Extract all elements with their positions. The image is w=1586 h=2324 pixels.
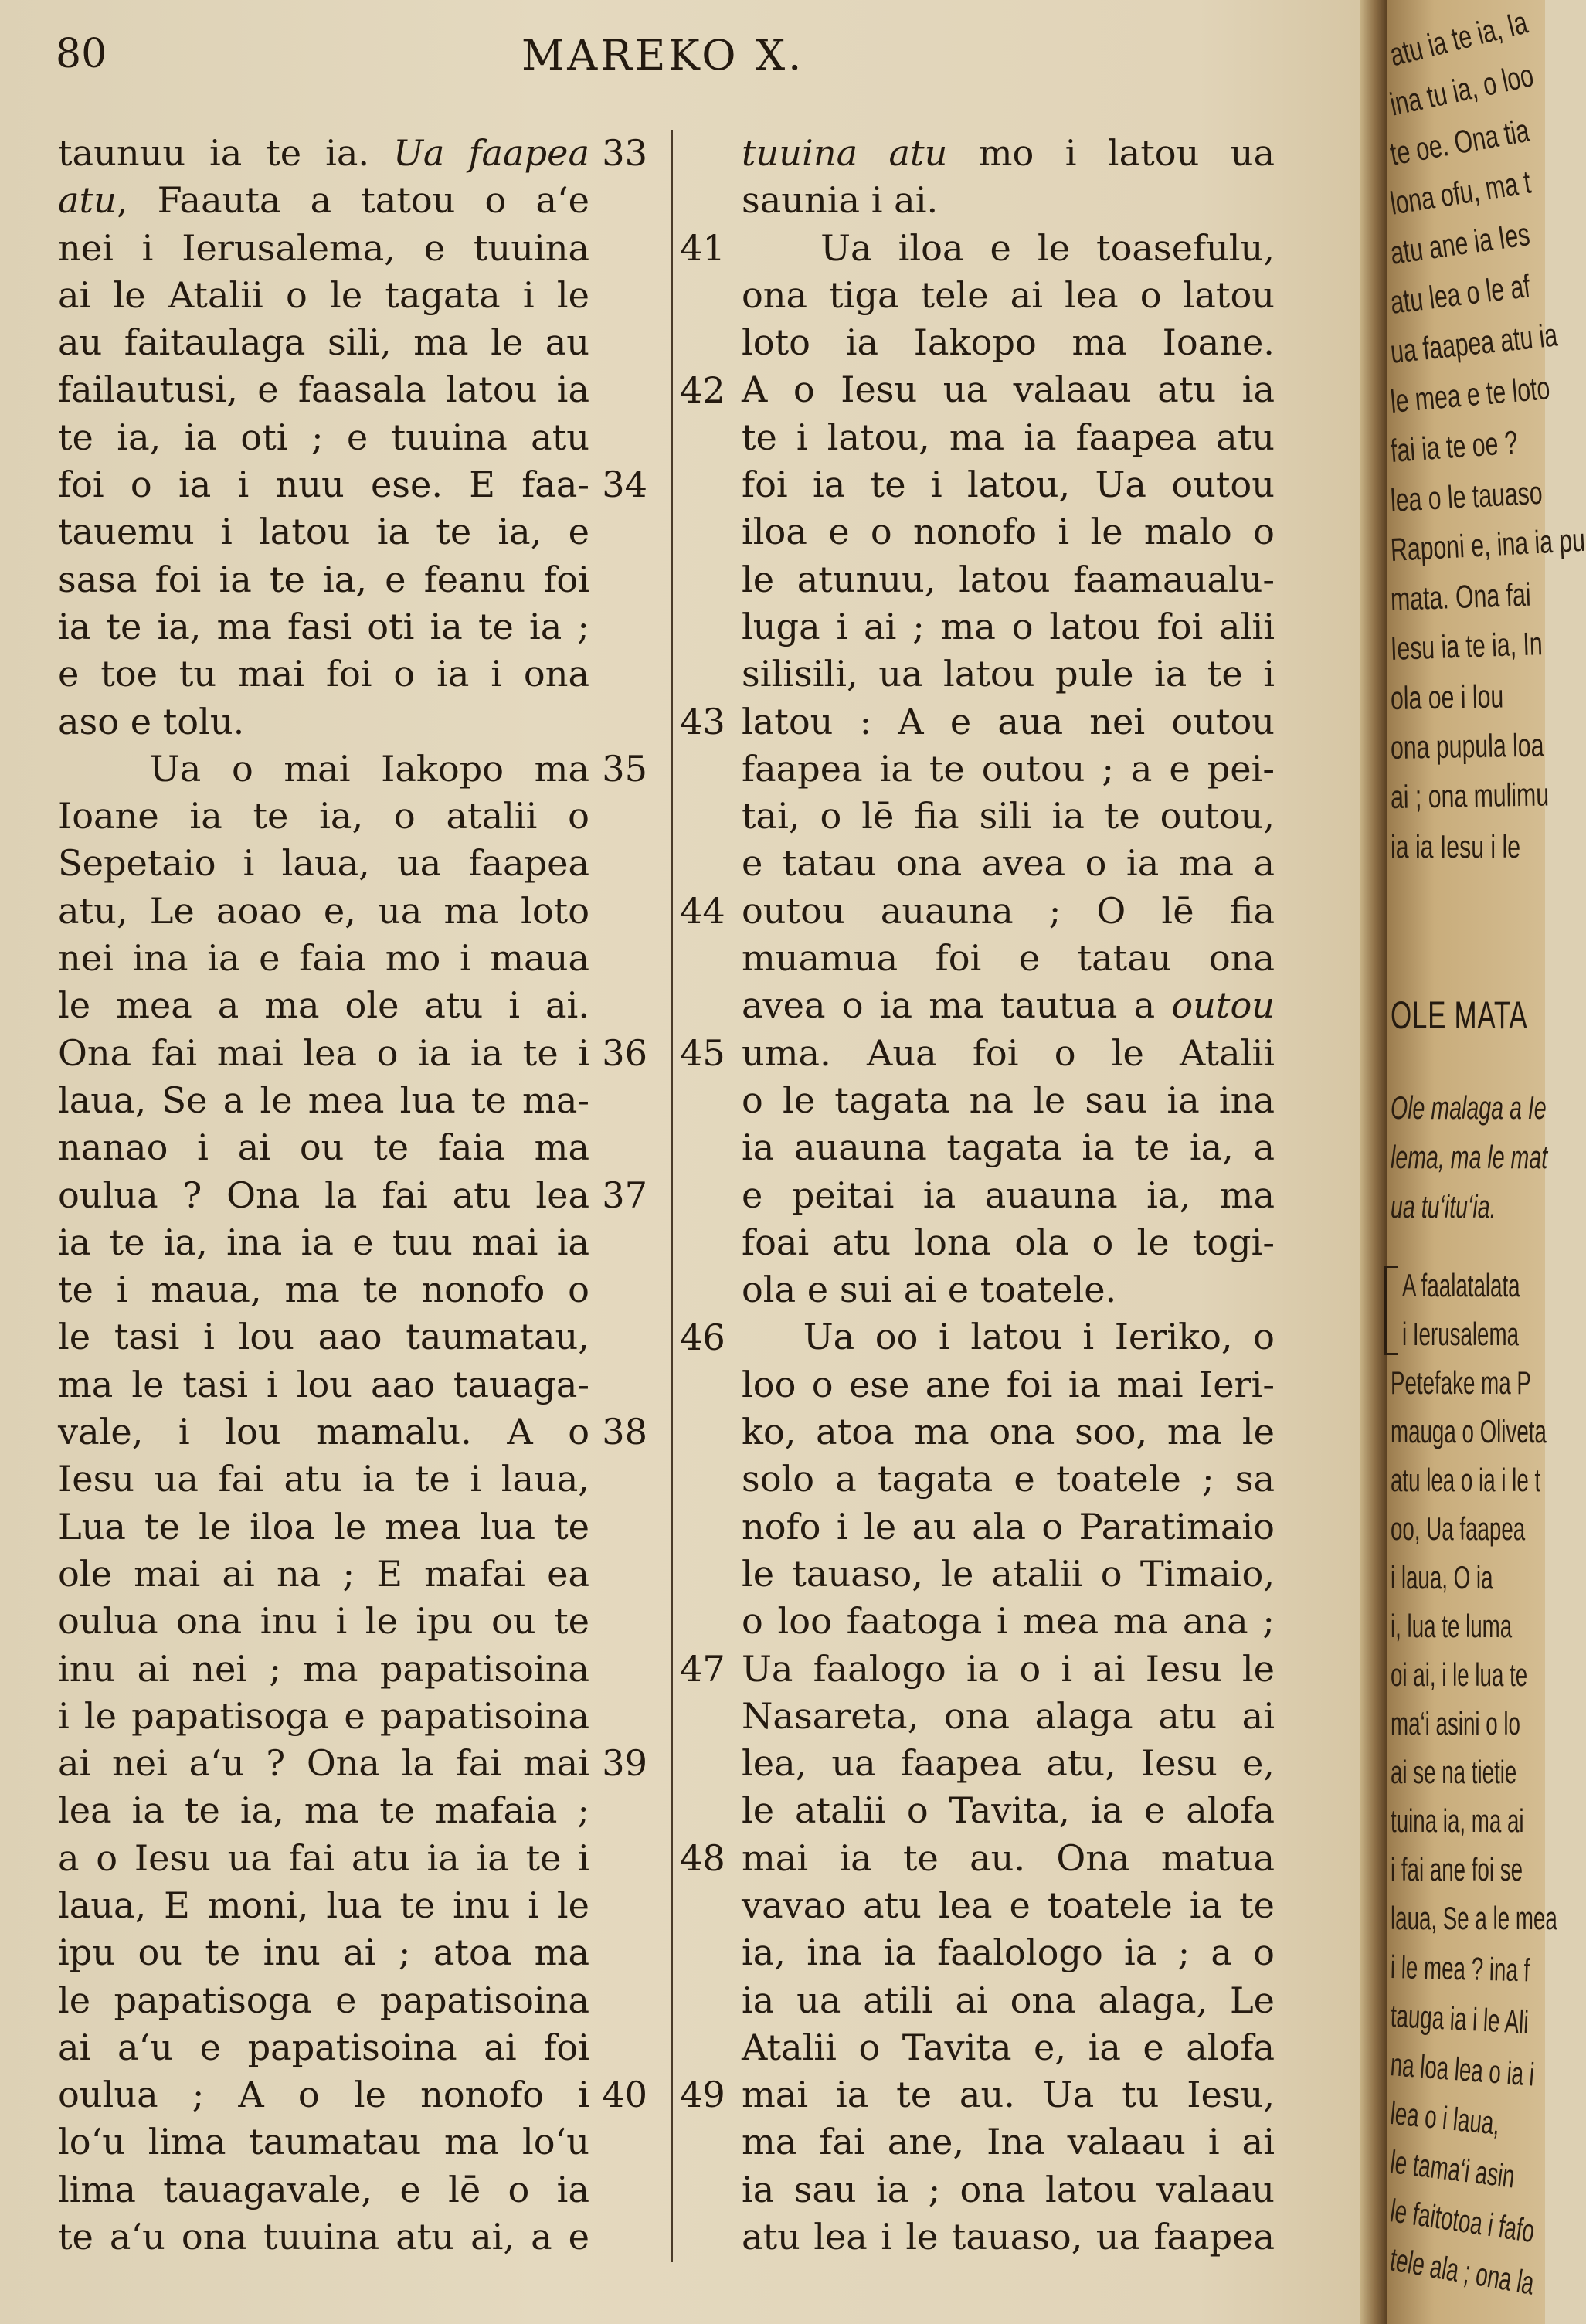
text-line: ai le Atalii o le tagata i le [58,274,589,316]
text-line: foai atu lona ola o le togi- [742,1221,1275,1263]
text-line: ipu ou te inu ai ; atoa ma [58,1932,589,1974]
facing-page-line: atu ia te ia, Ia [1386,3,1531,73]
verse-number: 45 [680,1031,725,1074]
verse-number: 37 [602,1174,647,1216]
text-line: A o Iesu ua valaau atu ia [742,369,1275,411]
verse-number: 43 [680,700,725,742]
text-line: aso e tolu. [58,700,245,742]
text-line: taunuu ia te ia. Ua faapea [58,132,589,174]
text-line: loto ia Iakopo ma Ioane. [742,321,1275,364]
page-title: MAREKO X. [521,31,805,80]
facing-page-line: atu lea o ia i le t [1391,1462,1541,1498]
text-line: ia auauna tagata ia te ia, a [742,1126,1275,1169]
verse-number: 44 [680,889,725,932]
text-line: foi o ia i nuu ese. E faa- [58,464,589,506]
text-line: solo a tagata e toatele ; sa [742,1458,1275,1500]
facing-page-line: ai ; ona mulimu [1390,776,1550,815]
text-line: ai a‘u e papatisoina ai foi [58,2026,589,2068]
drop-cap-bracket [1384,1266,1398,1355]
facing-page-line: Raponi e, ina ia pu [1389,521,1586,568]
text-line: le atunuu, latou faamaualu- [742,558,1275,600]
verse-number: 41 [680,226,725,269]
text-line: Atalii o Tavita e, ia e alofa [742,2026,1275,2068]
text-line: tai, o lē fia sili ia te outou, [742,795,1275,838]
text-line: e tatau ona avea o ia ma a [742,842,1275,885]
text-line: le atalii o Tavita, ia e alofa [742,1789,1275,1832]
text-line: Ona fai mai lea o ia ia te i [58,1031,589,1074]
facing-page-line: le faitotoa i fafo [1387,2192,1537,2250]
text-line: ma le tasi i lou aao tauaga- [58,1363,589,1405]
text-line: a o Iesu ua fai atu ia ia te i [58,1836,589,1879]
text-line: ia te ia, ma fasi oti ia te ia ; [58,605,589,647]
text-line: tuuina atu mo i latou ua [742,132,1275,174]
text-line: oulua ona inu i le ipu ou te [58,1600,589,1643]
text-line: Iesu ua fai atu ia te i laua, [58,1458,589,1500]
text-line: e toe tu mai foi o ia i ona [58,653,589,695]
text-line: le papatisoga e papatisoina [58,1979,589,2021]
facing-page-line: tuina ia, ma ai [1391,1802,1524,1839]
text-line: vale, i lou mamalu. A o [58,1411,589,1453]
text-line: te ia, ia oti ; e tuuina atu [58,416,589,458]
text-line: iloa e o nonofo i le malo o [742,511,1275,553]
text-line: laua, E moni, lua te inu i le [58,1884,589,1926]
facing-summary-line: ua tu‘itu‘ia. [1391,1188,1496,1225]
text-line: silisili, ua latou pule ia te i [742,653,1275,695]
facing-page-line: ona pupula loa [1390,726,1544,766]
text-line: vavao atu lea e toatele ia te [742,1884,1275,1926]
verse-number: 48 [680,1836,725,1879]
verse-number: 34 [602,464,647,506]
text-line: atu, Le aoao e, ua ma loto [58,889,589,932]
verse-number: 40 [602,2074,647,2116]
facing-page-line: Petefake ma P [1391,1364,1531,1401]
facing-page-line: le mea e te loto [1388,369,1551,420]
facing-page-line: lona ofu, ma t [1387,163,1533,222]
text-line: au faitaulaga sili, ma le au [58,321,589,364]
verse-number: 35 [602,747,647,790]
text-line: nanao i ai ou te faia ma [58,1126,589,1169]
verse-number: 46 [680,1316,725,1358]
text-line: Ua faalogo ia o i ai Iesu le [742,1647,1275,1690]
text-line: o loo faatoga i mea ma ana ; [742,1600,1275,1643]
text-line: te a‘u ona tuuina atu ai, a e [58,2216,589,2258]
facing-page-line: atu ane ia Ies [1387,215,1533,271]
text-line: lima tauagavale, e lē o ia [58,2168,589,2210]
facing-page-line: ola oe i lou [1390,678,1504,716]
text-line: Ua oo i latou i Ieriko, o [742,1316,1275,1358]
facing-page-line: i laua, O ia [1391,1559,1493,1595]
text-line: sasa foi ia te ia, e feanu foi [58,558,589,600]
left-text-column [58,130,589,2261]
facing-page-line: atu lea o le af [1388,267,1533,321]
facing-page-line: lea o le tauaso [1389,474,1544,518]
text-line: ole mai ai na ; E mafai ea [58,1552,589,1595]
facing-section-heading: OLE MATA [1391,994,1528,1037]
text-line: o le tagata na le sau ia ina [742,1079,1275,1121]
text-line: e peitai ia auauna ia, ma [742,1174,1275,1216]
facing-page-line: i, lua te luma [1391,1608,1513,1644]
text-line: outou auauna ; O lē fia [742,889,1275,932]
text-line: ia ua atili ai ona alaga, Le [742,1979,1275,2021]
text-line: le tasi i lou aao taumatau, [58,1316,589,1358]
text-line: lea, ua faapea atu, Iesu e, [742,1742,1275,1785]
facing-page-line: ma‘i asini o lo [1391,1705,1520,1741]
text-line: ai nei a‘u ? Ona la fai mai [58,1742,589,1785]
facing-page-line: lea o i laua, [1388,2095,1502,2142]
text-line: atu, Faauta a tatou o a‘e [58,179,589,222]
verse-number: 49 [680,2074,725,2116]
facing-page-line: ia ia Iesu i le [1391,828,1521,865]
facing-page-line: fai ia te oe ? [1389,423,1519,469]
text-line: faapea ia te outou ; a e pei- [742,747,1275,790]
column-divider [671,130,673,2262]
text-line: oulua ? Ona la fai atu lea [58,1174,589,1216]
facing-page-line: te oe. Ona tia [1387,111,1532,172]
text-line: Lua te le iloa le mea lua te [58,1505,589,1548]
verse-number: 38 [602,1411,647,1453]
text-line: mai ia te au. Ona matua [742,1836,1275,1879]
facing-page-line: Iesu ia te ia, In [1390,625,1544,667]
page-header [0,31,1360,93]
text-line: uma. Aua foi o le Atalii [742,1031,1275,1074]
text-line: nofo i le au ala o Paratimaio [742,1505,1275,1548]
facing-page-line: ua faapea atu ia [1388,316,1560,370]
text-line: le tauaso, le atalii o Timaio, [742,1552,1275,1595]
facing-page-line: le tama‘i asin [1388,2143,1517,2195]
facing-page-line: oi ai, i le lua te [1391,1656,1528,1693]
text-line: Ua iloa e le toasefulu, [742,226,1275,269]
facing-page-line: A faalatalata [1402,1267,1520,1303]
text-line: Sepetaio i laua, ua faapea [58,842,589,885]
verse-number: 42 [680,369,725,411]
text-line: avea o ia ma tautua a outou [742,984,1275,1027]
text-line: luga i ai ; ma o latou foi alii [742,605,1275,647]
facing-page-line: mauga o Oliveta [1391,1413,1547,1449]
text-line: Ioane ia te ia, o atalii o [58,795,589,838]
facing-page-line: laua, Se a le mea [1391,1900,1557,1936]
facing-page-line: oo, Ua faapea [1391,1510,1526,1547]
facing-page-line: mata. Ona fai [1390,576,1532,617]
facing-page-line: i Ierusalema [1402,1316,1519,1352]
text-line: ola e sui ai e toatele. [742,1269,1117,1311]
text-line: te i latou, ma ia faapea atu [742,416,1275,458]
text-line: lo‘u lima taumatau ma lo‘u [58,2121,589,2163]
text-line: tauemu i latou ia te ia, e [58,511,589,553]
facing-page-line: tauga ia i le Ali [1389,1997,1530,2040]
verse-number: 36 [602,1031,647,1074]
facing-page-line: ina tu ia, o loo [1387,56,1537,123]
text-line: Ua o mai Iakopo ma [58,747,589,790]
text-line: Nasareta, ona alaga atu ai [742,1694,1275,1737]
text-line: loo o ese ane foi ia mai Ieri- [742,1363,1275,1405]
facing-page-line: i le mea ? ina f [1390,1949,1530,1989]
text-line: le mea a ma ole atu i ai. [58,984,589,1027]
facing-page-line: ai se na tietie [1391,1754,1517,1790]
text-line: ona tiga tele ai lea o latou [742,274,1275,316]
text-line: te i maua, ma te nonofo o [58,1269,589,1311]
text-line: ma fai ane, Ina valaau i ai [742,2121,1275,2163]
text-line: oulua ; A o le nonofo i [58,2074,589,2116]
text-line: ko, atoa ma ona soo, ma le [742,1411,1275,1453]
facing-page-line: tele ala ; ona la [1387,2241,1537,2302]
text-line: failautusi, e faasala latou ia [58,369,589,411]
text-line: mai ia te au. Ua tu Iesu, [742,2074,1275,2116]
facing-summary-line: lema, ma le mat [1391,1139,1548,1175]
facing-page-line: na loa lea o ia i [1389,2046,1536,2093]
right-text-column [742,130,1275,2261]
text-line: ia sau ia ; ona latou valaau [742,2168,1275,2210]
verse-number: 33 [602,132,647,174]
text-line: ia, ina ia faalologo ia ; a o [742,1932,1275,1974]
text-line: nei i Ierusalema, e tuuina [58,226,589,269]
text-line: foi ia te i latou, Ua outou [742,464,1275,506]
text-line: muamua foi e tatau ona [742,937,1275,980]
page-number: 80 [56,31,107,77]
text-line: latou : A e aua nei outou [742,700,1275,742]
verse-number: 39 [602,1742,647,1785]
text-line: laua, Se a le mea lua te ma- [58,1079,589,1121]
text-line: atu lea i le tauaso, ua faapea [742,2216,1275,2258]
text-line: ia te ia, ina ia e tuu mai ia [58,1221,589,1263]
text-line: nei ina ia e faia mo i maua [58,937,589,980]
facing-summary-line: Ole malaga a Ie [1391,1089,1547,1126]
text-line: inu ai nei ; ma papatisoina [58,1647,589,1690]
text-line: saunia i ai. [742,179,939,222]
text-line: i le papatisoga e papatisoina [58,1694,589,1737]
verse-number: 47 [680,1647,725,1690]
book-gutter [1360,0,1387,2324]
text-line: lea ia te ia, ma te mafaia ; [58,1789,589,1832]
facing-page-line: i fai ane foi se [1391,1851,1523,1887]
